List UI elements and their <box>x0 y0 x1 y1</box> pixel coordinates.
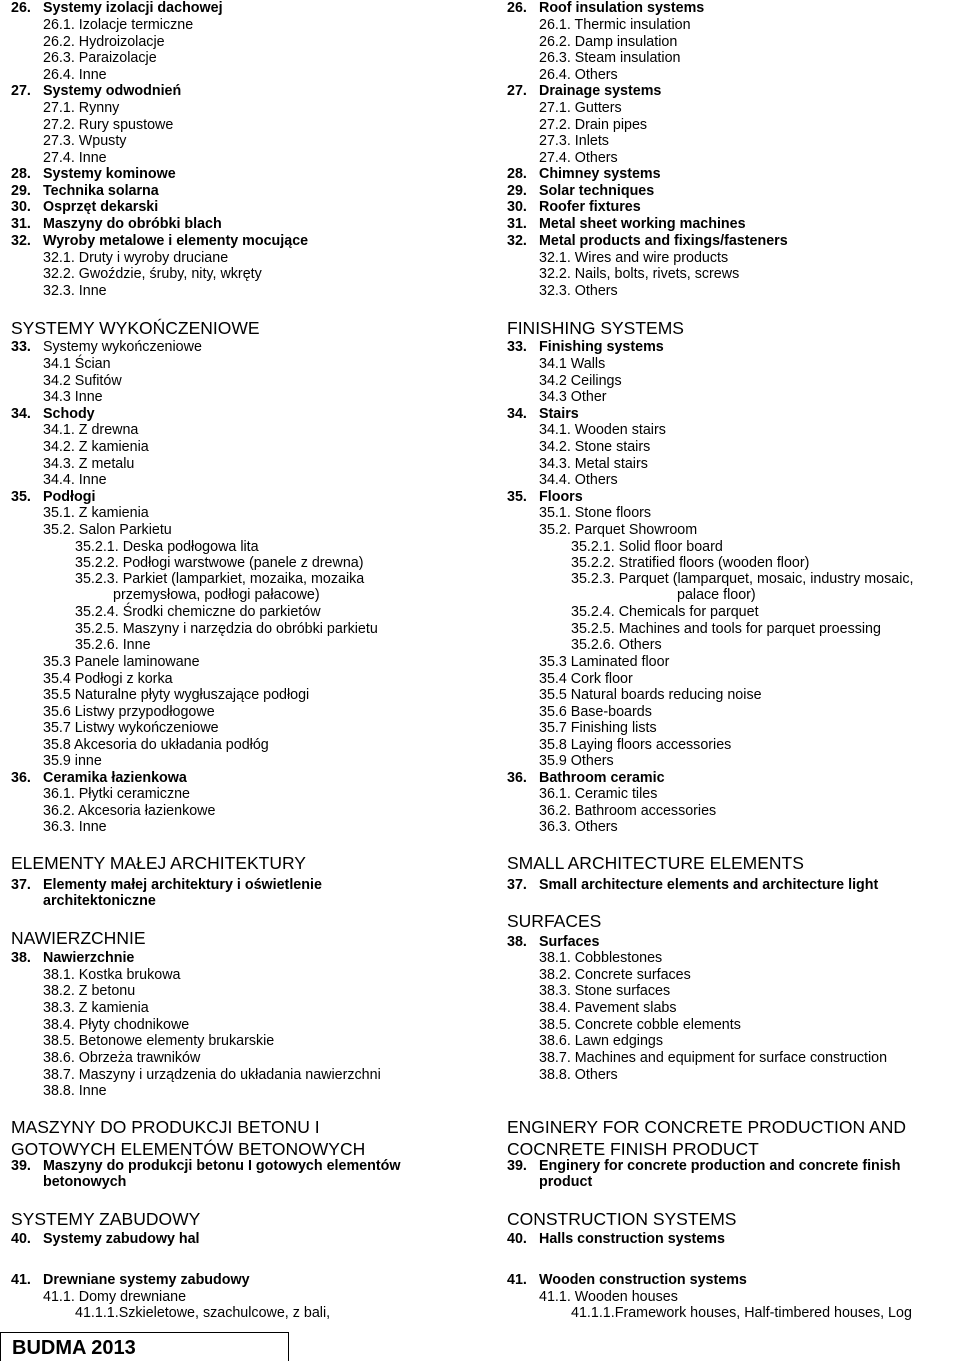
category-number: 36. <box>507 770 527 786</box>
category-number: 26. <box>507 0 527 16</box>
en-subcategory-item: 35.2. Parquet Showroom <box>539 522 698 538</box>
category-number: 35. <box>507 489 527 505</box>
en-subcategory-item: 27.3. Inlets <box>539 133 609 149</box>
en-subcategory-item: 38.4. Pavement slabs <box>539 1000 677 1016</box>
pl-subcategory-item: 35.2.1. Deska podłogowa lita <box>75 539 259 555</box>
pl-section-heading: NAWIERZCHNIE <box>11 928 146 948</box>
pl-subcategory-item: 26.2. Hydroizolacje <box>43 34 165 50</box>
en-subcategory-item: 32.2. Nails, bolts, rivets, screws <box>539 266 740 282</box>
category-number: 27. <box>507 83 527 99</box>
pl-subcategory-item: 34.2 Sufitów <box>43 373 122 389</box>
category-label: Systemy kominowe <box>43 166 176 182</box>
pl-subcategory-item: 34.4. Inne <box>43 472 107 488</box>
category-number: 38. <box>507 934 527 950</box>
en-category-item <box>507 183 654 199</box>
pl-subcategory-item: 38.3. Z kamienia <box>43 1000 149 1016</box>
pl-subcategory-item: betonowych <box>43 1174 127 1190</box>
pl-subcategory-item: przemysłowa, podłogi pałacowe) <box>113 587 320 603</box>
pl-category-item <box>11 950 134 966</box>
en-subcategory-item: 26.4. Others <box>539 67 618 83</box>
category-label: Schody <box>43 406 95 422</box>
en-subcategory-item: 35.2.2. Stratified floors (wooden floor) <box>571 555 810 571</box>
en-subcategory-item: 38.7. Machines and equipment for surface construction <box>539 1050 888 1066</box>
en-category-item <box>507 0 704 16</box>
pl-subcategory-item: 35.6 Listwy przypodłogowe <box>43 704 215 720</box>
pl-subcategory-item: 38.7. Maszyny i urządzenia do układania nawierzchni <box>43 1067 381 1083</box>
en-section-heading: SURFACES <box>507 911 602 931</box>
category-number: 37. <box>507 877 527 893</box>
en-category-item <box>507 83 661 99</box>
pl-subcategory-item: 38.1. Kostka brukowa <box>43 967 181 983</box>
en-subcategory-item: 34.1. Wooden stairs <box>539 422 666 438</box>
category-label: Bathroom ceramic <box>539 770 665 786</box>
en-subcategory-item: 34.1 Walls <box>539 356 606 372</box>
pl-subcategory-item: 27.3. Wpusty <box>43 133 127 149</box>
en-category-item <box>507 934 599 950</box>
en-subcategory-item: palace floor) <box>677 587 756 603</box>
category-label: Finishing systems <box>539 339 664 355</box>
pl-subcategory-item: 35.4 Podłogi z korka <box>43 671 173 687</box>
en-category-item <box>507 339 664 355</box>
category-label: Osprzęt dekarski <box>43 199 159 215</box>
pl-subcategory-item: 41.1. Domy drewniane <box>43 1289 187 1305</box>
en-subcategory-item: 26.2. Damp insulation <box>539 34 678 50</box>
en-subcategory-item: 34.4. Others <box>539 472 618 488</box>
category-label: Ceramika łazienkowa <box>43 770 187 786</box>
category-label: Drainage systems <box>539 83 662 99</box>
en-subcategory-item: 35.2.5. Machines and tools for parquet proessing <box>571 621 881 637</box>
en-subcategory-item: 41.1. Wooden houses <box>539 1289 678 1305</box>
category-number: 34. <box>11 406 31 422</box>
pl-category-item <box>11 199 158 215</box>
en-subcategory-item: product <box>539 1174 593 1190</box>
en-subcategory-item: 38.5. Concrete cobble elements <box>539 1017 741 1033</box>
en-category-item <box>507 1272 747 1288</box>
pl-category-item <box>11 216 222 232</box>
category-number: 32. <box>507 233 527 249</box>
category-number: 30. <box>507 199 527 215</box>
category-number: 28. <box>11 166 31 182</box>
en-subcategory-item: 26.3. Steam insulation <box>539 50 681 66</box>
category-label: Halls construction systems <box>539 1231 725 1247</box>
category-number: 34. <box>507 406 527 422</box>
footer-label: BUDMA 2013 <box>12 1337 136 1359</box>
en-subcategory-item: 35.6 Base-boards <box>539 704 652 720</box>
pl-subcategory-item: 27.4. Inne <box>43 150 107 166</box>
en-category-item <box>507 1158 900 1174</box>
pl-subcategory-item: 34.3. Z metalu <box>43 456 135 472</box>
pl-subcategory-item: 35.2.2. Podłogi warstwowe (panele z drewna) <box>75 555 364 571</box>
category-number: 28. <box>507 166 527 182</box>
pl-subcategory-item: 27.2. Rury spustowe <box>43 117 174 133</box>
category-number: 36. <box>11 770 31 786</box>
en-category-item <box>507 770 665 786</box>
pl-category-item <box>11 770 187 786</box>
pl-section-heading: SYSTEMY WYKOŃCZENIOWE <box>11 318 260 338</box>
pl-subcategory-item: 35.9 inne <box>43 753 102 769</box>
pl-subcategory-item: 32.3. Inne <box>43 283 107 299</box>
category-number: 26. <box>11 0 31 16</box>
en-subcategory-item: 34.2 Ceilings <box>539 373 622 389</box>
en-subcategory-item: 35.5 Natural boards reducing noise <box>539 687 762 703</box>
category-label: Stairs <box>539 406 579 422</box>
category-label: Elementy małej architektury i oświetlenie <box>43 877 322 893</box>
pl-subcategory-item: 34.3 Inne <box>43 389 103 405</box>
category-label: Small architecture elements and architecture light <box>539 877 879 893</box>
pl-section-heading: ELEMENTY MAŁEJ ARCHITEKTURY <box>11 853 306 873</box>
en-subcategory-item: 27.2. Drain pipes <box>539 117 648 133</box>
pl-category-item <box>11 233 308 249</box>
en-subcategory-item: 38.2. Concrete surfaces <box>539 967 691 983</box>
category-label: Systemy izolacji dachowej <box>43 0 223 16</box>
pl-subcategory-item: 27.1. Rynny <box>43 100 120 116</box>
en-section-heading: CONSTRUCTION SYSTEMS <box>507 1209 737 1229</box>
category-label: Chimney systems <box>539 166 661 182</box>
en-subcategory-item: 38.1. Cobblestones <box>539 950 663 966</box>
category-label: Wooden construction systems <box>539 1272 747 1288</box>
category-number: 27. <box>11 83 31 99</box>
category-number: 38. <box>11 950 31 966</box>
category-number: 33. <box>11 339 31 355</box>
pl-subcategory-item: 35.1. Z kamienia <box>43 505 149 521</box>
pl-subcategory-item: 38.8. Inne <box>43 1083 107 1099</box>
category-label: Podłogi <box>43 489 96 505</box>
en-subcategory-item: 35.2.3. Parquet (lamparquet, mosaic, industry mosaic, <box>571 571 914 587</box>
en-category-item <box>507 489 583 505</box>
category-label: Roofer fixtures <box>539 199 641 215</box>
en-subcategory-item: 35.7 Finishing lists <box>539 720 657 736</box>
en-subcategory-item: 35.9 Others <box>539 753 614 769</box>
category-label: Solar techniques <box>539 183 655 199</box>
pl-subcategory-item: 35.3 Panele laminowane <box>43 654 200 670</box>
en-section-heading: ENGINERY FOR CONCRETE PRODUCTION AND <box>507 1117 906 1137</box>
en-subcategory-item: 32.1. Wires and wire products <box>539 250 729 266</box>
pl-subcategory-item: 26.4. Inne <box>43 67 107 83</box>
pl-category-item <box>11 1272 250 1288</box>
en-category-item <box>507 1231 725 1247</box>
en-category-item <box>507 166 661 182</box>
pl-section-heading: SYSTEMY ZABUDOWY <box>11 1209 201 1229</box>
pl-subcategory-item: 34.2. Z kamienia <box>43 439 149 455</box>
pl-category-item <box>11 339 202 355</box>
category-number: 30. <box>11 199 31 215</box>
en-subcategory-item: 38.3. Stone surfaces <box>539 983 671 999</box>
en-subcategory-item: 27.1. Gutters <box>539 100 622 116</box>
category-number: 33. <box>507 339 527 355</box>
pl-category-item <box>11 489 95 505</box>
category-number: 39. <box>11 1158 31 1174</box>
category-label: Metal products and fixings/fasteners <box>539 233 788 249</box>
category-label: Maszyny do produkcji betonu I gotowych elementów <box>43 1158 401 1174</box>
pl-category-item <box>11 0 223 16</box>
en-subcategory-item: 34.3. Metal stairs <box>539 456 648 472</box>
en-section-heading: COCNRETE FINISH PRODUCT <box>507 1139 759 1159</box>
en-subcategory-item: 35.2.6. Others <box>571 637 662 653</box>
pl-category-item <box>11 166 176 182</box>
category-number: 40. <box>507 1231 527 1247</box>
pl-category-item <box>11 1158 400 1174</box>
category-number: 41. <box>11 1272 31 1288</box>
category-number: 41. <box>507 1272 527 1288</box>
category-label: Technika solarna <box>43 183 159 199</box>
pl-subcategory-item: 35.2.3. Parkiet (lamparkiet, mozaika, mozaika <box>75 571 365 587</box>
category-number: 29. <box>11 183 31 199</box>
en-section-heading: FINISHING SYSTEMS <box>507 318 684 338</box>
en-subcategory-item: 35.4 Cork floor <box>539 671 633 687</box>
category-label: Drewniane systemy zabudowy <box>43 1272 250 1288</box>
category-label: Nawierzchnie <box>43 950 135 966</box>
category-label: Wyroby metalowe i elementy mocujące <box>43 233 309 249</box>
pl-subcategory-item: 36.3. Inne <box>43 819 107 835</box>
category-label: Surfaces <box>539 934 600 950</box>
en-subcategory-item: 35.2.1. Solid floor board <box>571 539 723 555</box>
pl-category-item <box>11 183 159 199</box>
en-category-item <box>507 877 878 893</box>
en-subcategory-item: 36.3. Others <box>539 819 618 835</box>
pl-category-item <box>11 877 322 893</box>
en-category-item <box>507 199 641 215</box>
en-subcategory-item: 34.2. Stone stairs <box>539 439 651 455</box>
category-number: 32. <box>11 233 31 249</box>
en-section-heading: SMALL ARCHITECTURE ELEMENTS <box>507 853 804 873</box>
en-subcategory-item: 26.1. Thermic insulation <box>539 17 691 33</box>
en-subcategory-item: 35.2.4. Chemicals for parquet <box>571 604 759 620</box>
pl-category-item <box>11 83 181 99</box>
pl-subcategory-item: 38.2. Z betonu <box>43 983 136 999</box>
category-label: Systemy zabudowy hal <box>43 1231 200 1247</box>
category-number: 40. <box>11 1231 31 1247</box>
pl-subcategory-item: 32.2. Gwoździe, śruby, nity, wkręty <box>43 266 262 282</box>
pl-subcategory-item: 35.8 Akcesoria do układania podłóg <box>43 737 269 753</box>
pl-category-item <box>11 1231 200 1247</box>
category-label: Roof insulation systems <box>539 0 705 16</box>
en-subcategory-item: 35.1. Stone floors <box>539 505 652 521</box>
pl-subcategory-item: architektoniczne <box>43 893 156 909</box>
pl-subcategory-item: 34.1. Z drewna <box>43 422 139 438</box>
pl-subcategory-item: 26.1. Izolacje termiczne <box>43 17 194 33</box>
pl-category-item <box>11 406 95 422</box>
en-subcategory-item: 27.4. Others <box>539 150 618 166</box>
pl-subcategory-item: 35.2.6. Inne <box>75 637 151 653</box>
pl-subcategory-item: 35.2. Salon Parkietu <box>43 522 172 538</box>
pl-subcategory-item: 35.2.5. Maszyny i narzędzia do obróbki parkietu <box>75 621 378 637</box>
category-label: Metal sheet working machines <box>539 216 746 232</box>
en-subcategory-item: 38.8. Others <box>539 1067 618 1083</box>
en-subcategory-item: 34.3 Other <box>539 389 607 405</box>
pl-section-heading: MASZYNY DO PRODUKCJI BETONU I <box>11 1117 320 1137</box>
en-subcategory-item: 35.3 Laminated floor <box>539 654 670 670</box>
pl-subcategory-item: 32.1. Druty i wyroby druciane <box>43 250 229 266</box>
en-category-item <box>507 406 579 422</box>
pl-subcategory-item: 38.5. Betonowe elementy brukarskie <box>43 1033 275 1049</box>
en-subcategory-item: 36.1. Ceramic tiles <box>539 786 658 802</box>
category-label: Systemy odwodnień <box>43 83 182 99</box>
pl-subcategory-item: 35.5 Naturalne płyty wygłuszające podłogi <box>43 687 310 703</box>
category-label: Floors <box>539 489 583 505</box>
pl-subcategory-item: 36.2. Akcesoria łazienkowe <box>43 803 216 819</box>
category-number: 31. <box>11 216 31 232</box>
en-subcategory-item: 36.2. Bathroom accessories <box>539 803 717 819</box>
category-number: 35. <box>11 489 31 505</box>
pl-subcategory-item: 35.2.4. Środki chemiczne do parkietów <box>75 604 321 620</box>
en-subcategory-item: 35.8 Laying floors accessories <box>539 737 732 753</box>
category-number: 31. <box>507 216 527 232</box>
pl-subcategory-item: 38.4. Płyty chodnikowe <box>43 1017 190 1033</box>
pl-section-heading: GOTOWYCH ELEMENTÓW BETONOWYCH <box>11 1139 366 1159</box>
pl-subcategory-item: 35.7 Listwy wykończeniowe <box>43 720 219 736</box>
pl-subcategory-item: 36.1. Płytki ceramiczne <box>43 786 190 802</box>
en-category-item <box>507 233 788 249</box>
category-label: Enginery for concrete production and concrete finish <box>539 1158 901 1174</box>
en-subcategory-item: 32.3. Others <box>539 283 618 299</box>
pl-subcategory-item: 26.3. Paraizolacje <box>43 50 157 66</box>
pl-subcategory-item: 38.6. Obrzeża trawników <box>43 1050 201 1066</box>
category-number: 29. <box>507 183 527 199</box>
category-number: 37. <box>11 877 31 893</box>
en-category-item <box>507 216 746 232</box>
pl-subcategory-item: 34.1 Ścian <box>43 356 111 372</box>
category-label: Systemy wykończeniowe <box>43 339 202 355</box>
pl-subcategory-item: 41.1.1.Szkieletowe, szachulcowe, z bali, <box>75 1305 331 1321</box>
en-subcategory-item: 41.1.1.Framework houses, Half-timbered houses, Log <box>571 1305 912 1321</box>
category-label: Maszyny do obróbki blach <box>43 216 222 232</box>
en-subcategory-item: 38.6. Lawn edgings <box>539 1033 664 1049</box>
category-number: 39. <box>507 1158 527 1174</box>
